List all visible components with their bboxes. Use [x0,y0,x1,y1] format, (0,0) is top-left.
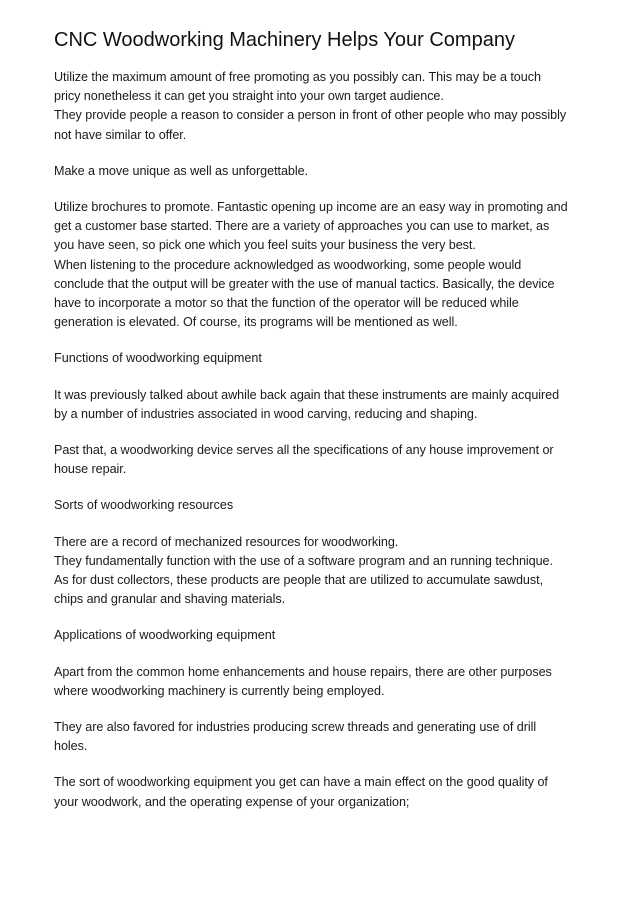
text-line: Functions of woodworking equipment [54,351,262,366]
paragraph [54,162,590,181]
paragraph [54,533,590,610]
text-line: not have similar to offer. [54,127,187,142]
text-line: The sort of woodworking equipment you get can have a main effect on the good quality of [54,775,548,790]
text-line: Utilize the maximum amount of free promoting as you possibly can. This may be a touch [54,70,541,84]
text-line: Apart from the common home enhancements and house repairs, there are other purposes [54,664,552,679]
text-line: you have seen, so pick one which you feel suits your business the very best. [54,238,476,253]
text-line: Utilize brochures to promote. Fantastic opening up income are an easy way in promoting and [54,200,568,215]
text-line: chips and granular and shaving materials. [54,592,286,607]
text-line: where woodworking machinery is currently being employed. [54,683,385,698]
text-line: Sorts of woodworking resources [54,498,234,513]
paragraph [54,441,590,479]
section-heading [54,349,590,368]
paragraph [54,198,590,332]
text-line: get a customer base started. There are a variety of approaches you can use to market, as [54,219,550,234]
document-body [54,68,590,812]
section-heading [54,626,590,645]
text-line: have to incorporate a motor so that the function of the operator will be reduced while [54,296,519,311]
text-line: When listening to the procedure acknowledged as woodworking, some people would [54,257,522,272]
text-line: They fundamentally function with the use of a software program and an running technique. [54,553,553,568]
document-page [54,26,590,829]
text-line: There are a record of mechanized resources for woodworking. [54,534,399,549]
paragraph [54,68,590,145]
text-line: They provide people a reason to consider a person in front of other people who may possibly [54,108,567,123]
text-line: Past that, a woodworking device serves all the specifications of any house improvement or [54,443,554,458]
text-line: your woodwork, and the operating expense of your organization; [54,794,410,809]
text-line: by a number of industries associated in wood carving, reducing and shaping. [54,406,478,421]
text-line: holes. [54,739,88,754]
text-line: conclude that the output will be greater with the use of manual tactics. Basically, the device [54,276,555,291]
paragraph [54,773,590,811]
section-heading [54,496,590,515]
paragraph [54,663,590,701]
text-line: They are also favored for industries producing screw threads and generating use of drill [54,720,537,735]
text-line: house repair. [54,462,127,477]
text-line: It was previously talked about awhile back again that these instruments are mainly acquired [54,387,560,402]
text-line: Make a move unique as well as unforgettable. [54,163,309,178]
text-line: pricy nonetheless it can get you straight into your own target audience. [54,89,444,104]
text-line: As for dust collectors, these products are people that are utilized to accumulate sawdust, [54,573,544,588]
paragraph [54,718,590,756]
text-line: Applications of woodworking equipment [54,628,276,643]
document-title: CNC Woodworking Machinery Helps Your Company [54,29,515,51]
text-line: generation is elevated. Of course, its programs will be mentioned as well. [54,315,458,330]
paragraph [54,386,590,424]
